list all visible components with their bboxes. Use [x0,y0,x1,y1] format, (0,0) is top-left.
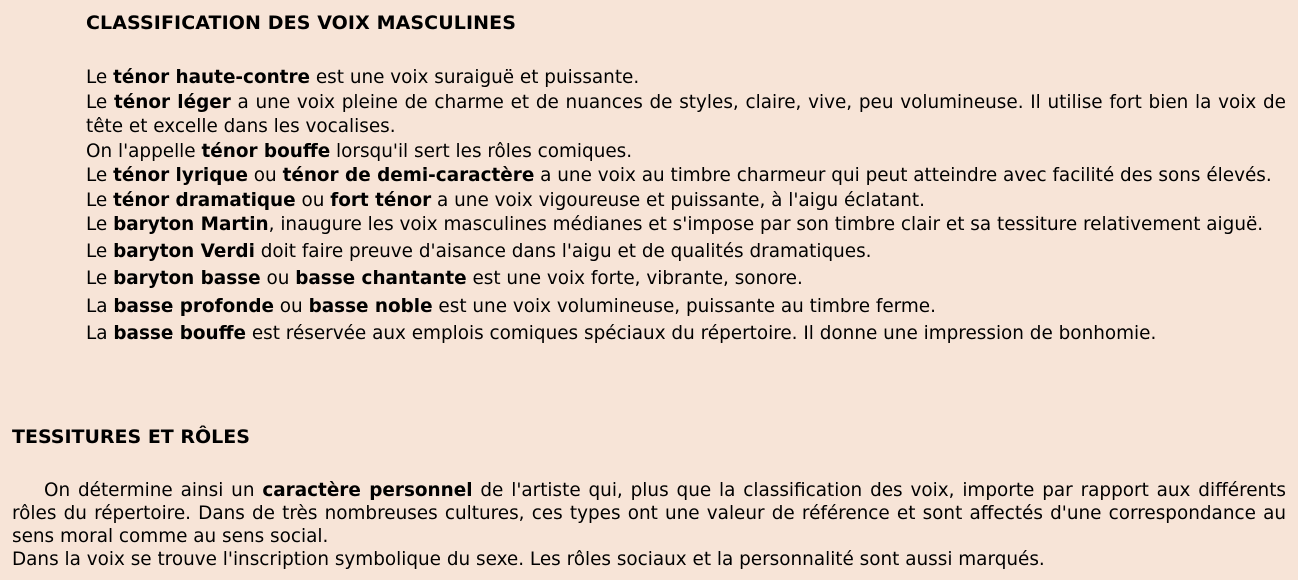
voice-term: ténor lyrique [113,165,248,186]
voice-item-tenor-leger: Le ténor léger a une voix pleine de charme et de nuances de styles, claire, vive, peu volumineuse. Il utilise fort bien la voix de tête et excelle dans les vocalises. [86,91,1286,137]
voice-term: fort ténor [330,189,432,211]
voice-item-baryton-martin: Le baryton Martin, inaugure les voix masculines médianes et s'impose par son timbre clair et sa tessiture relativement aiguë. [86,214,1264,235]
voice-term: basse noble [308,295,433,317]
voice-item-basse-profonde: La basse profonde ou basse noble est une voix volumineuse, puissante au timbre ferme. [86,295,936,317]
voice-item-tenor-dramatique: Le ténor dramatique ou fort ténor a une voix vigoureuse et puissante, à l'aigu éclatant. [86,189,925,211]
voice-item-basse-bouffe: La basse bouffe est réservée aux emplois comiques spéciaux du répertoire. Il donne une impression de bonhomie. [86,323,1157,344]
paragraph-symbolique: Dans la voix se trouve l'inscription symbolique du sexe. Les rôles sociaux et la personnalité sont aussi marqués. [12,549,1045,570]
voice-term: ténor bouffe [201,140,331,162]
voice-term: ténor haute-contre [113,67,311,88]
voice-item-baryton-verdi: Le baryton Verdi doit faire preuve d'aisance dans l'aigu et de qualités dramatiques. [86,240,872,262]
voice-term: basse chantante [295,268,467,289]
voice-classification-list [86,66,1286,347]
voice-term: baryton basse [113,268,261,289]
voice-term: basse bouffe [113,323,246,344]
voice-item-tenor-lyrique: Le ténor lyrique ou ténor de demi-caractère a une voix au timbre charmeur qui peut atteindre avec facilité des sons élevés. [86,165,1272,186]
section-heading-tessitures: TESSITURES ET RÔLES [12,426,250,448]
voice-item-tenor-bouffe: On l'appelle ténor bouffe lorsqu'il sert les rôles comiques. [86,140,633,162]
voice-term: ténor léger [113,91,231,113]
voice-item-baryton-basse: Le baryton basse ou basse chantante est une voix forte, vibrante, sonore. [86,268,803,289]
voice-term: baryton Verdi [113,240,255,262]
voice-term: ténor de demi-caractère [282,165,535,186]
tessitures-text [12,479,1286,571]
key-term: caractère personnel [262,480,473,501]
voice-term: ténor dramatique [113,189,296,211]
paragraph-caractere: On détermine ainsi un caractère personnel de l'artiste qui, plus que la classification des voix, importe par rapport aux différents rôles du répertoire. Dans de très nombreuses cultures, ces types ont une valeur de référence et sont affectés d'une correspondance au sens moral comme au sens social. [12,480,1286,547]
voice-term: baryton Martin [113,214,269,235]
voice-term: basse profonde [113,295,274,317]
voice-item-tenor-haute-contre: Le ténor haute-contre est une voix suraiguë et puissante. [86,67,640,88]
section-heading-classification: CLASSIFICATION DES VOIX MASCULINES [86,12,516,34]
